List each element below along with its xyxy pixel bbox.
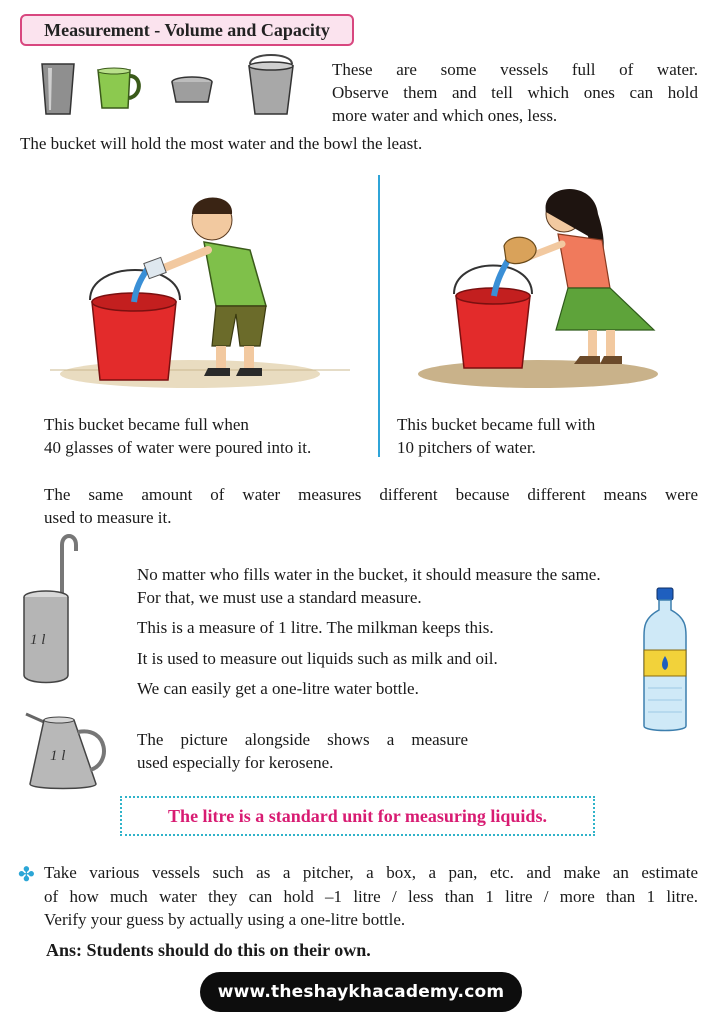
activity-line-3: Verify your guess by actually using a one-litre bottle.: [44, 910, 406, 929]
standard-line-4: It is used to measure out liquids such as milk and oil.: [137, 649, 498, 668]
explanation-line-1: The same amount of water measures different because different means were: [44, 485, 698, 504]
litre-measure-icon: [18, 535, 82, 685]
bowl-icon: [170, 76, 214, 106]
bucket-icon: [246, 58, 296, 116]
standard-line-3: This is a measure of 1 litre. The milkman keeps this.: [137, 618, 494, 637]
explanation-line-2: used to measure it.: [44, 508, 172, 527]
left-caption-line-1: This bucket became full when: [44, 415, 249, 434]
standard-line-5: We can easily get a one-litre water bottle.: [137, 679, 419, 698]
kerosene-line-2: used especially for kerosene.: [137, 753, 334, 772]
activity-line-2: of how much water they can hold –1 litre / less than 1 litre / more than 1 litre.: [44, 887, 698, 906]
left-caption-line-2: 40 glasses of water were poured into it.: [44, 438, 312, 457]
boy-pouring-illustration: [40, 184, 360, 394]
standard-line-1: No matter who fills water in the bucket, it should measure the same.: [137, 565, 601, 584]
page-title: Measurement - Volume and Capacity: [20, 14, 354, 46]
kerosene-line-1: The picture alongside shows a measure: [137, 730, 468, 749]
intro-line-3: more water and which ones, less.: [332, 106, 558, 125]
right-caption-line-2: 10 pitchers of water.: [397, 438, 536, 457]
kerosene-measure-icon: [22, 710, 118, 792]
intro-answer: The bucket will hold the most water and the bowl the least.: [20, 134, 423, 153]
activity-line-1: Take various vessels such as a pitcher, a box, a pan, etc. and make an estimate: [44, 863, 698, 882]
jug-icon: [94, 66, 144, 110]
litre-definition-box: The litre is a standard unit for measuring liquids.: [120, 796, 595, 836]
water-bottle-icon: [640, 588, 690, 734]
kerosene-measure-label: 1 l: [50, 748, 66, 764]
four-point-star-icon: ✤: [18, 862, 35, 886]
standard-line-2: For that, we must use a standard measure.: [137, 588, 422, 607]
website-link[interactable]: www.theshaykhacademy.com: [200, 972, 522, 1012]
girl-pouring-illustration: [408, 184, 678, 394]
glass-icon: [40, 62, 76, 116]
activity-answer: Ans: Students should do this on their own.: [46, 940, 371, 960]
intro-line-1: These are some vessels full of water.: [332, 60, 698, 79]
litre-measure-label: 1 l: [30, 632, 46, 648]
right-caption-line-1: This bucket became full with: [397, 415, 596, 434]
intro-line-2: Observe them and tell which ones can hold: [332, 83, 698, 102]
column-divider: [378, 175, 380, 457]
